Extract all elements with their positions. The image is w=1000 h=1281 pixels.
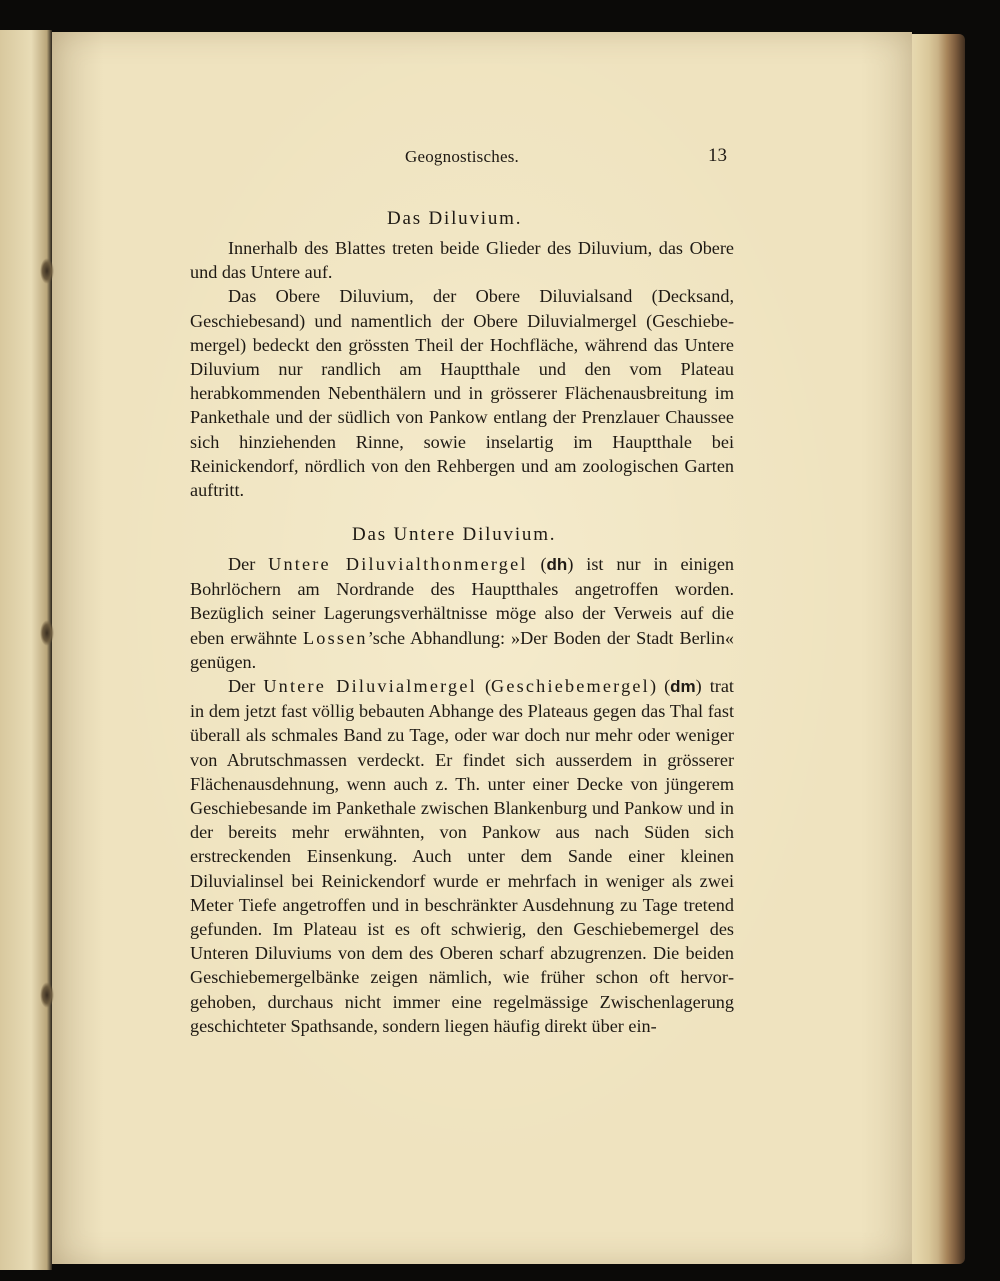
spaced-term: Untere Diluvialthonmergel	[268, 554, 528, 574]
paragraph-lead: Der	[228, 554, 256, 574]
paren-open: (	[540, 554, 547, 574]
author-name: Lossen	[302, 627, 368, 648]
paragraph-text: ) ist nur in einigen Bohrlöchern am Nordrande des Hauptthales angetroffen worden. Bezüglich seiner Lagerungsverhältnisse möge also der Verweis auf die eben erwähnte	[190, 554, 734, 648]
map-symbol: dh	[546, 555, 568, 574]
section-title-untere-diluvium: Das Untere Diluvium.	[352, 524, 557, 545]
page-edge-stack	[905, 34, 965, 1264]
running-head: Geognostisches.	[405, 147, 519, 166]
paragraph: Innerhalb des Blattes treten beide Glieder des Diluvium, das Obere und das Untere auf.	[190, 238, 734, 283]
spaced-term: Geschiebemergel	[491, 676, 650, 697]
binding-stitch-mark	[40, 258, 54, 284]
paren-mid: ) (	[649, 676, 671, 697]
paragraph	[190, 552, 734, 674]
spaced-term: Untere Diluvialmergel	[263, 676, 477, 697]
binding-stitch-mark	[40, 982, 54, 1008]
paragraph-lead: Der	[228, 676, 256, 697]
paren-open: (	[484, 676, 492, 697]
left-page-edge	[0, 30, 52, 1270]
paragraph-text: ) trat in dem jetzt fast völlig bebauten Abhange des Plateaus gegen das Thal fast überall als schmales Band zu Tage, oder war doch nur mehr oder weniger von Abrutschmassen verdeckt. Er findet sich ausserdem in grösserer Flächenausdehnung, wenn auch z. Th. unter einer Decke von jüngerem Geschiebesande im Pankethale zwischen Blankenburg und Pankow und in der bereits mehr erwähnten, von Pankow aus nach Süden sich erstreckenden Einsenkung. Auch unter dem Sande einer kleinen Diluvialinsel bei Reinickendorf wurde er mehrfach in weniger als zwei Meter Tiefe angetroffen und in beschränkter Ausdehnung zu Tage tretend gefunden. Im Plateau ist es oft schwierig, den Geschiebemergel des Unteren Diluviums von dem des Oberen scharf abzugrenzen. Die beiden Geschiebemergelbänke zeigen nämlich, wie früher schon oft hervorgehoben, durchaus nicht immer eine regelmässige Zwischenlagerung geschichteter Spathsande, sondern liegen häufig direkt über ein-	[190, 676, 734, 1036]
binding-stitch-mark	[40, 620, 54, 646]
section-title-diluvium: Das Diluvium.	[387, 208, 523, 229]
paragraph	[190, 674, 734, 1038]
page-number: 13	[708, 145, 727, 166]
paragraph-text: ’sche Abhandlung: »Der Boden der Stadt Berlin« genügen.	[190, 627, 735, 672]
paragraph: Das Obere Diluvium, der Obere Diluvialsand (Decksand, Geschiebesand) und namentlich der Obere Diluvialmergel (Geschiebemergel) bedeckt den grössten Theil der Hochfläche, während das Untere Diluvium nur randlich am Hauptthale und den vom Plateau herabkommenden Nebenthälern und in grösserer Flächenausbreitung im Pankethale und der südlich von Pankow entlang der Prenzlauer Chaussee sich hinziehenden Rinne, sowie inselartig im Hauptthale bei Reinickendorf, nördlich von den Rehbergen und am zoologischen Garten auftritt.	[190, 286, 734, 501]
section-untere-diluvium-body	[190, 552, 734, 1038]
section-diluvium-body	[190, 236, 734, 502]
map-symbol: dm	[670, 677, 696, 697]
